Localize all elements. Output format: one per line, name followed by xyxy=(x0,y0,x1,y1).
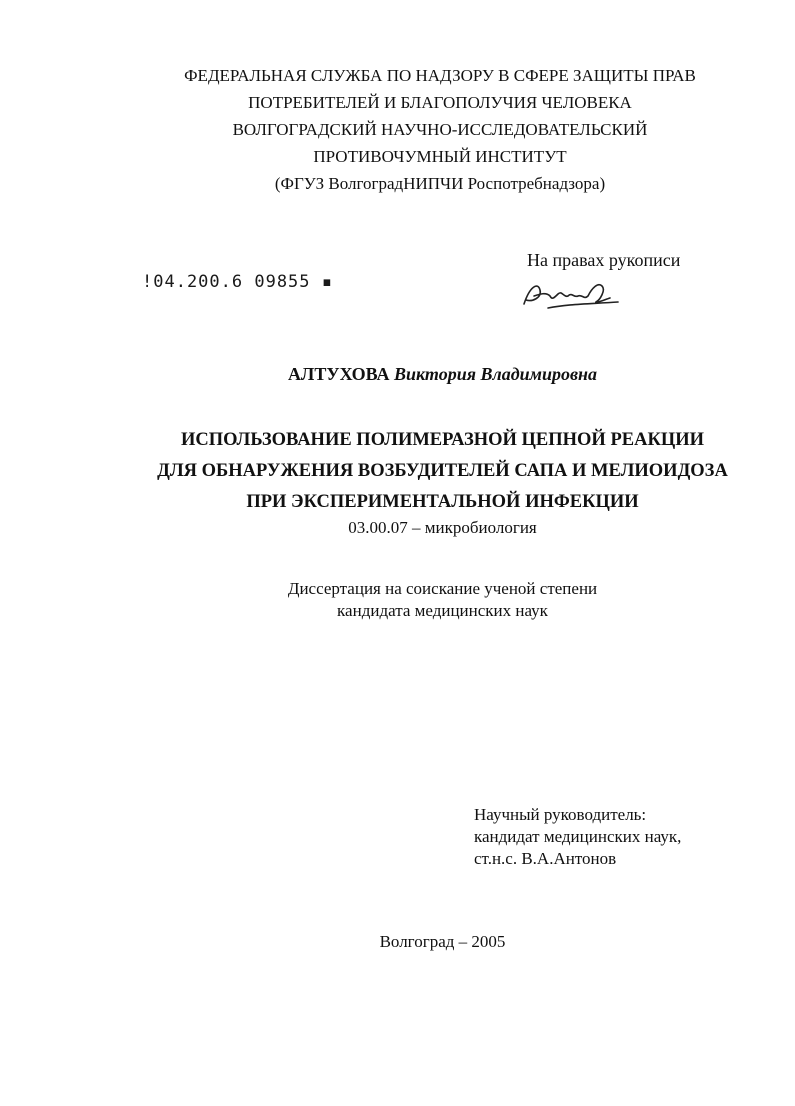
city-year: Волгоград – 2005 xyxy=(379,932,506,951)
organization-line: ПРОТИВОЧУМНЫЙ ИНСТИТУТ xyxy=(313,147,567,166)
handwritten-signature xyxy=(518,278,628,314)
supervisor-line: кандидат медицинских наук, xyxy=(474,827,682,846)
manuscript-note: На правах рукописи xyxy=(527,250,681,270)
title-line: ДЛЯ ОБНАРУЖЕНИЯ ВОЗБУДИТЕЛЕЙ САПА И МЕЛИОИДОЗА xyxy=(157,461,728,481)
organization-line: ВОЛГОГРАДСКИЙ НАУЧНО-ИССЛЕДОВАТЕЛЬСКИЙ xyxy=(232,120,648,139)
degree-statement xyxy=(45,578,795,622)
organization-line: ФЕДЕРАЛЬНАЯ СЛУЖБА ПО НАДЗОРУ В СФЕРЕ ЗАЩИТЫ ПРАВ xyxy=(184,66,696,85)
title-line: ПРИ ЭКСПЕРИМЕНТАЛЬНОЙ ИНФЕКЦИИ xyxy=(246,492,639,512)
organization-line: ПОТРЕБИТЕЛЕЙ И БЛАГОПОЛУЧИЯ ЧЕЛОВЕКА xyxy=(248,93,632,112)
title-line: ИСПОЛЬЗОВАНИЕ ПОЛИМЕРАЗНОЙ ЦЕПНОЙ РЕАКЦИИ xyxy=(180,430,705,450)
degree-line: кандидата медицинских наук xyxy=(337,601,548,620)
supervisor-line: Научный руководитель: xyxy=(474,805,647,824)
author-name xyxy=(45,364,795,385)
dissertation-title xyxy=(45,425,795,518)
author-given-names: Виктория Владимировна xyxy=(394,364,598,384)
degree-line: Диссертация на соискание ученой степени xyxy=(287,579,598,598)
scientific-supervisor xyxy=(474,804,681,870)
author-surname: АЛТУХОВА xyxy=(287,364,390,384)
supervisor-line: ст.н.с. В.А.Антонов xyxy=(474,849,617,868)
specialty-code: 03.00.07 – микробиология xyxy=(348,518,537,537)
archive-code: !04.200.6 09855 ▪ xyxy=(142,272,333,292)
organization-line: (ФГУЗ ВолгоградНИПЧИ Роспотребнадзора) xyxy=(274,174,606,193)
organization-header xyxy=(40,62,795,197)
